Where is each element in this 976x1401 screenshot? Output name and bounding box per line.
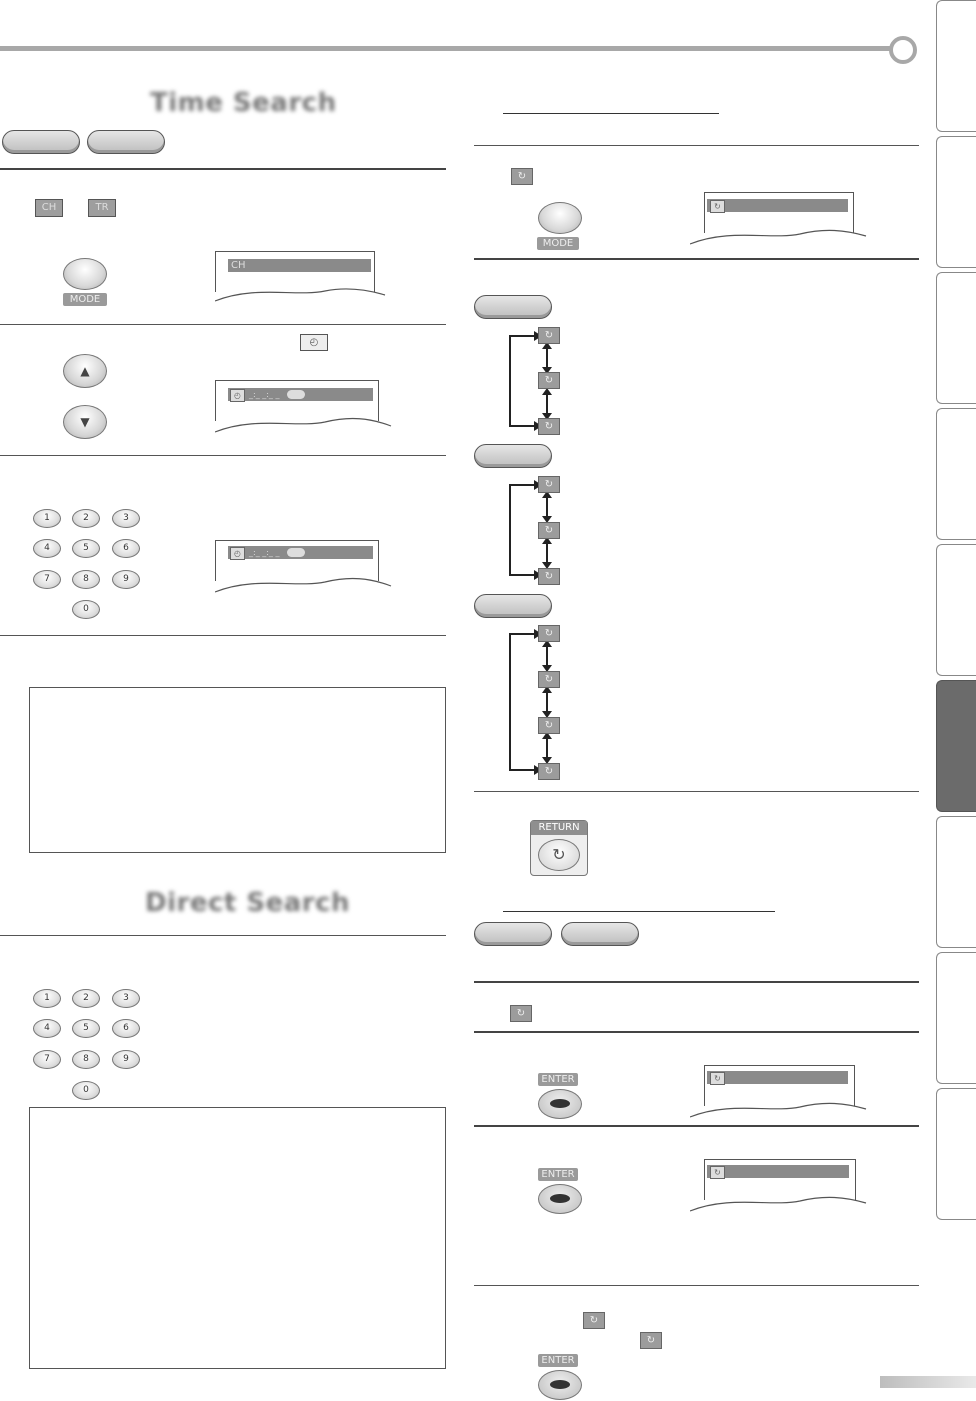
ab-repeat-icon: ↻ [510, 1005, 532, 1022]
header-rule [0, 46, 898, 51]
enter-button-label: ENTER [538, 1168, 578, 1181]
numkey-5[interactable]: 5 [72, 539, 100, 558]
side-tab-9[interactable] [936, 1088, 976, 1220]
section-rule [474, 981, 919, 983]
numkey-8[interactable]: 8 [72, 1050, 100, 1069]
mode-button[interactable] [538, 202, 582, 234]
note-box-direct-search [29, 1107, 446, 1369]
ab-repeat-icon: ↻ [583, 1312, 605, 1329]
numkey-7[interactable]: 7 [33, 1050, 61, 1069]
disc-type-pill-1 [474, 922, 552, 946]
numkey-2[interactable]: 2 [72, 509, 100, 528]
repeat-icon: ↻ [538, 522, 560, 539]
osd-screen-ab-1 [690, 1065, 865, 1120]
section-rule [0, 168, 446, 170]
numkey-0[interactable]: 0 [72, 600, 100, 619]
osd-screen-time-2 [215, 540, 390, 595]
numkey-3[interactable]: 3 [112, 509, 140, 528]
repeat-icon: ↻ [538, 671, 560, 688]
repeat-icon: ↻ [538, 418, 560, 435]
section-rule [0, 455, 446, 456]
numkey-9[interactable]: 9 [112, 1050, 140, 1069]
repeat-icon: ↻ [538, 625, 560, 642]
time-search-title: Time Search [150, 88, 337, 118]
osd-screen-time-1 [215, 380, 390, 435]
mode-button-label: MODE [63, 293, 107, 306]
enter-button-label: ENTER [538, 1354, 578, 1367]
return-button-label: RETURN [531, 821, 587, 835]
repeat-icon: ↻ [538, 717, 560, 734]
ch-chip: CH [35, 199, 63, 217]
repeat-icon: ↻ [538, 327, 560, 344]
down-arrow-button[interactable]: ▼ [63, 405, 107, 439]
numkey-6[interactable]: 6 [112, 539, 140, 558]
mode-button-label: MODE [537, 237, 579, 250]
return-icon: ↻ [538, 839, 580, 871]
repeat-icon: ↻ [538, 568, 560, 585]
numkey-8[interactable]: 8 [72, 570, 100, 589]
numkey-5[interactable]: 5 [72, 1019, 100, 1038]
repeat-cycle-diagram-3 [500, 621, 570, 781]
up-arrow-button[interactable]: ▲ [63, 354, 107, 388]
osd-time-value: _:_ _:_ _ [249, 548, 280, 557]
disc-type-pill [474, 295, 552, 319]
numkey-4[interactable]: 4 [33, 1019, 61, 1038]
disc-type-pill [474, 444, 552, 468]
side-tab-4[interactable] [936, 408, 976, 540]
numkey-1[interactable]: 1 [33, 509, 61, 528]
disc-type-pill [474, 594, 552, 618]
header-rule-end-circle [889, 36, 917, 64]
side-tab-8[interactable] [936, 952, 976, 1084]
page-footer-bar [880, 1376, 976, 1388]
side-tab-6-active[interactable] [936, 680, 976, 812]
direct-search-title: Direct Search [145, 888, 350, 918]
clock-icon: ◴ [300, 334, 328, 351]
return-button[interactable] [530, 820, 588, 876]
osd-screen-repeat-1 [690, 192, 865, 247]
ab-repeat-icon: ↻ [710, 1166, 725, 1179]
disc-type-pill-2 [561, 922, 639, 946]
section-rule [474, 1125, 919, 1127]
section-rule [474, 1031, 919, 1033]
side-tab-5[interactable] [936, 544, 976, 676]
enter-button-label: ENTER [538, 1073, 578, 1086]
ab-repeat-icon: ↻ [710, 1072, 725, 1085]
numkey-4[interactable]: 4 [33, 539, 61, 558]
side-tab-1[interactable] [936, 0, 976, 132]
repeat-icon: ↻ [538, 372, 560, 389]
numkey-0[interactable]: 0 [72, 1081, 100, 1100]
tr-chip: TR [88, 199, 116, 217]
repeat-icon: ↻ [511, 168, 533, 185]
section-rule [0, 935, 446, 936]
clock-icon: ◴ [230, 547, 245, 560]
note-box-time-search [29, 687, 446, 853]
section-rule [474, 258, 919, 260]
section-rule [0, 324, 446, 325]
osd-time-value: _:_ _:_ _ [249, 390, 280, 399]
repeat-icon: ↻ [538, 763, 560, 780]
numkey-9[interactable]: 9 [112, 570, 140, 589]
section-rule [0, 635, 446, 636]
repeat-icon: ↻ [538, 476, 560, 493]
numkey-3[interactable]: 3 [112, 989, 140, 1008]
side-tab-3[interactable] [936, 272, 976, 404]
numkey-2[interactable]: 2 [72, 989, 100, 1008]
repeat-heading-underline [503, 113, 719, 114]
side-tab-7[interactable] [936, 816, 976, 948]
numkey-1[interactable]: 1 [33, 989, 61, 1008]
side-tab-2[interactable] [936, 136, 976, 268]
section-rule [474, 1285, 919, 1286]
disc-type-pill-1 [2, 130, 80, 154]
ab-repeat-heading-underline [503, 911, 775, 912]
section-rule [474, 791, 919, 792]
osd-screen-ch [215, 251, 385, 306]
section-rule [474, 145, 919, 146]
numkey-6[interactable]: 6 [112, 1019, 140, 1038]
repeat-icon: ↻ [710, 200, 725, 213]
osd-ch-label: CH [231, 260, 246, 271]
disc-type-pill-2 [87, 130, 165, 154]
clock-icon: ◴ [230, 389, 245, 402]
mode-button[interactable] [63, 258, 107, 290]
numkey-7[interactable]: 7 [33, 570, 61, 589]
osd-screen-ab-2 [690, 1159, 865, 1214]
ab-repeat-icon: ↻ [640, 1332, 662, 1349]
